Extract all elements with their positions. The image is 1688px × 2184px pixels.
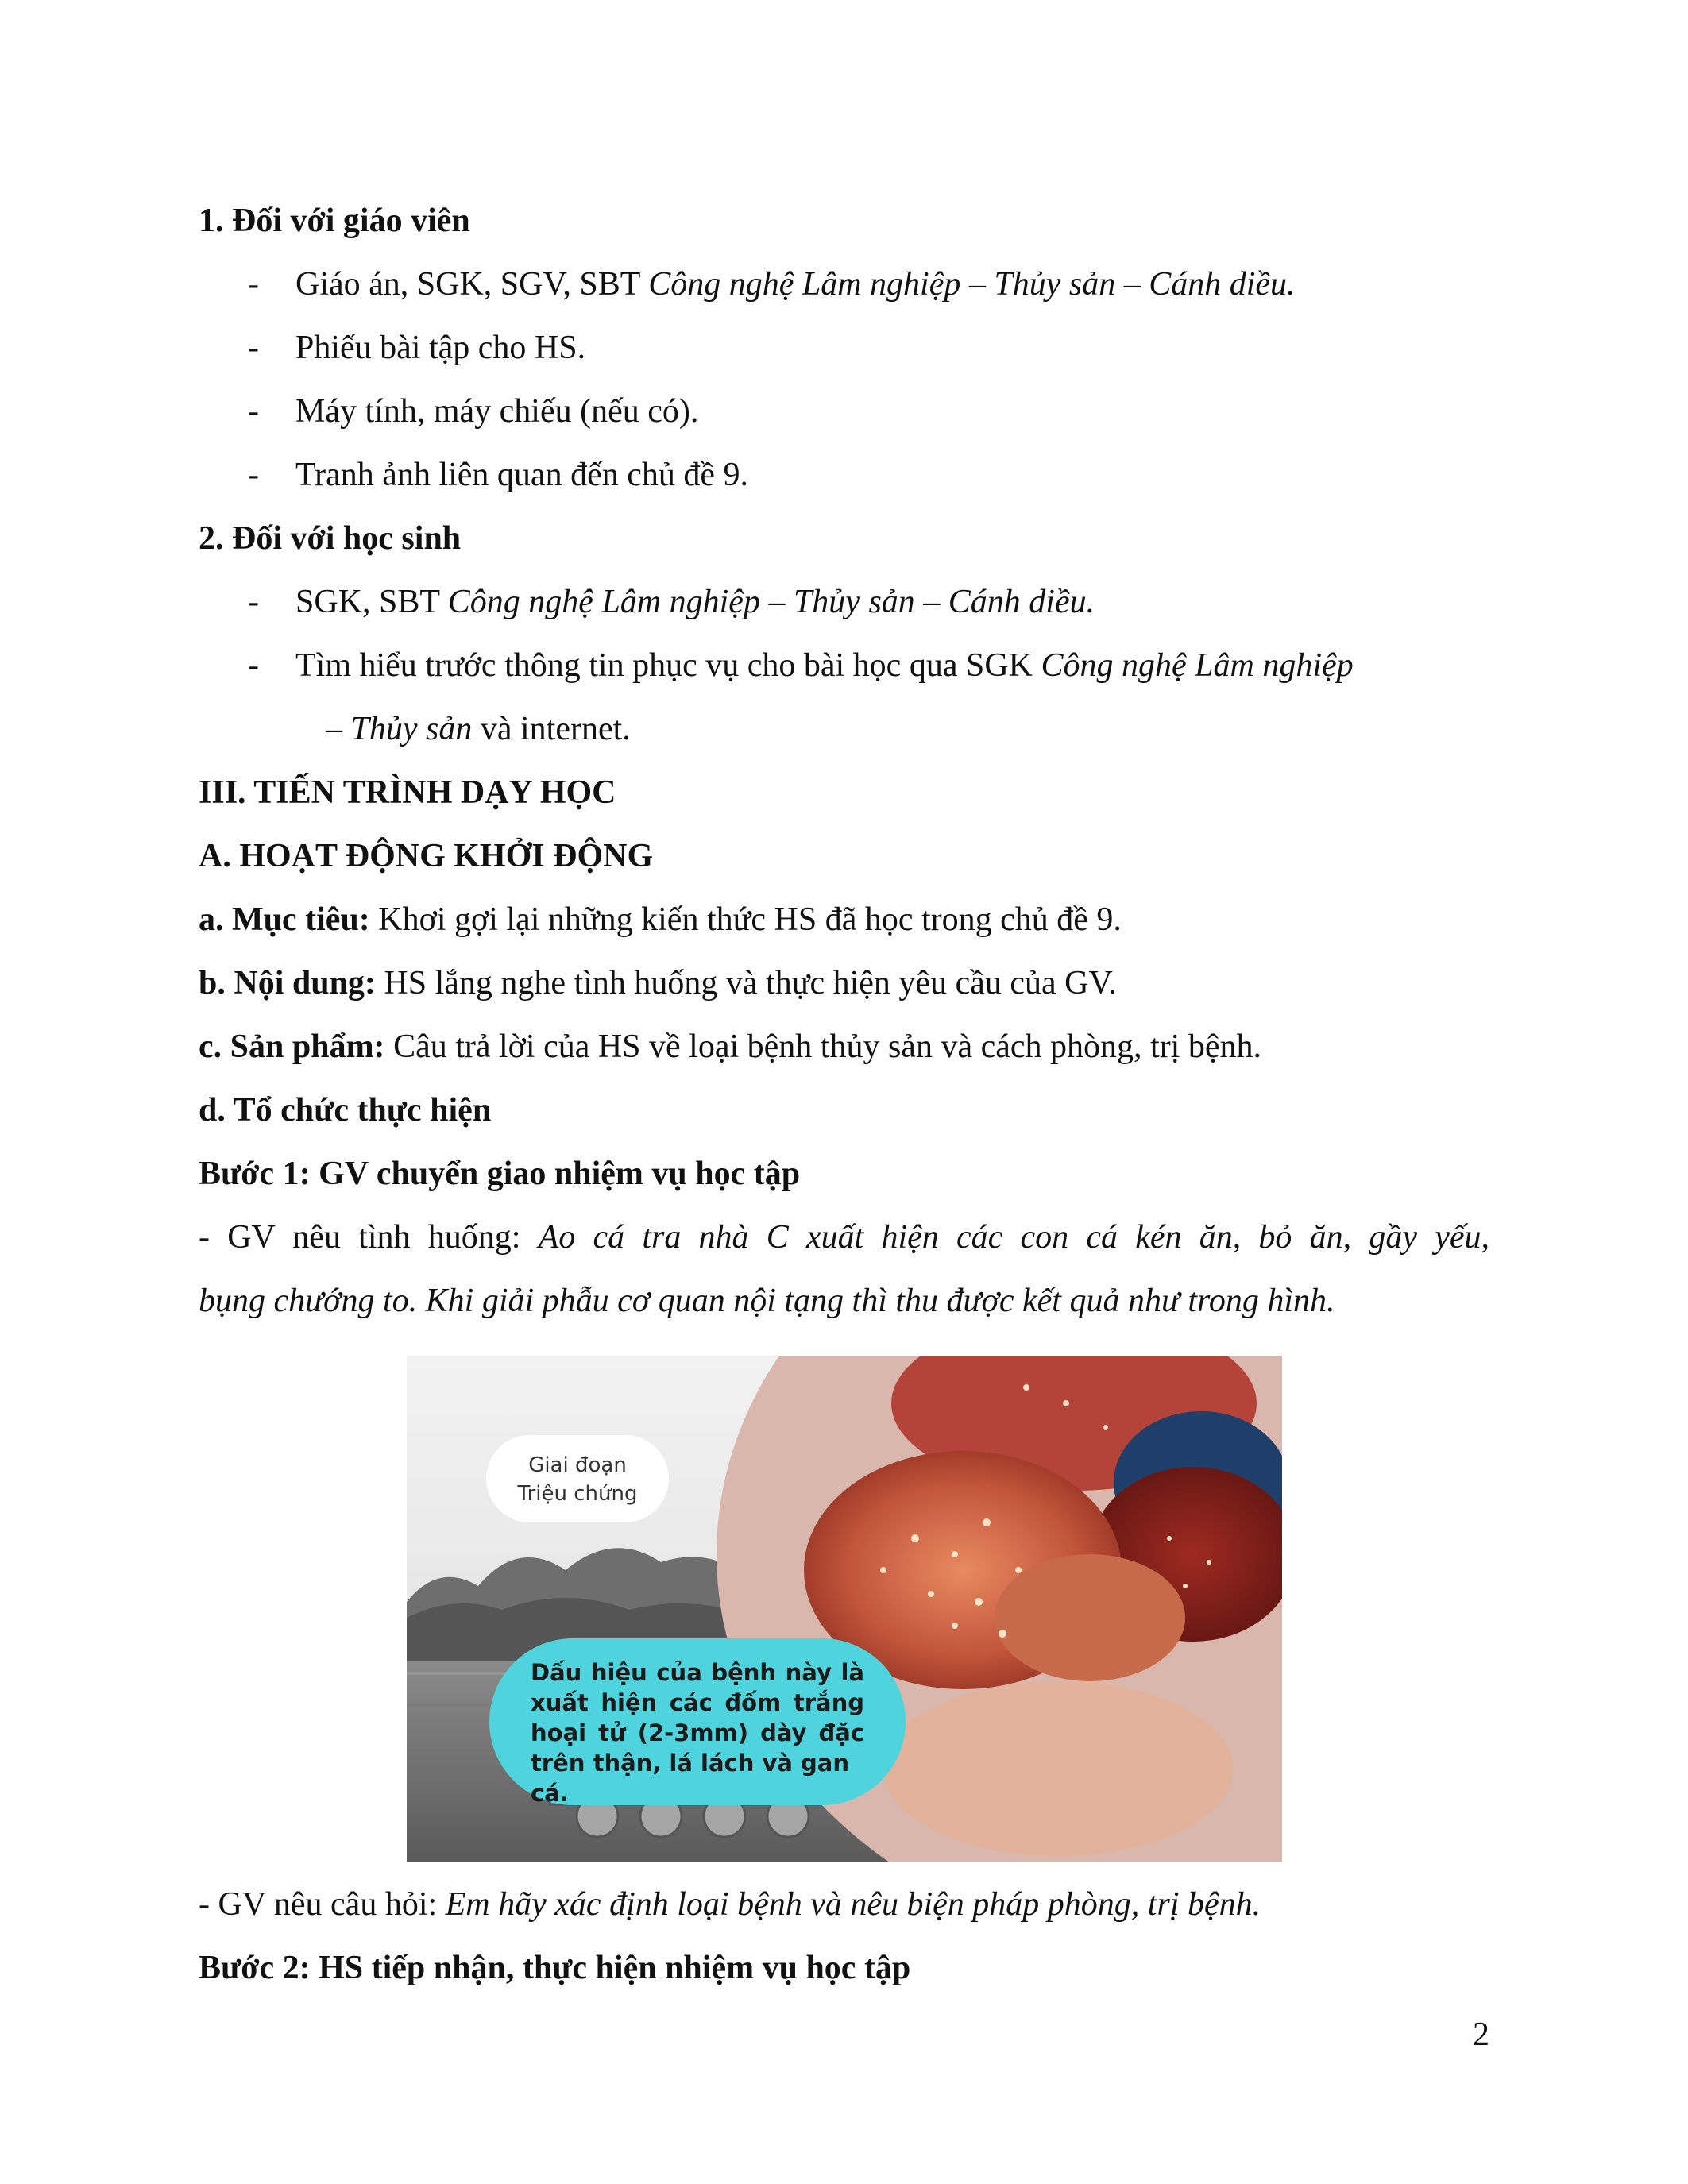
question-line [199, 1881, 1489, 1928]
bullet-dash: - [248, 393, 259, 430]
student-item-2-cont-text: và internet. [472, 711, 631, 747]
content-label: b. Nội dung: [199, 965, 376, 1001]
student-item-1-italic: Công nghệ Lâm nghiệp – Thủy sản – Cánh diều. [447, 584, 1095, 620]
stage-line-2: Triệu chứng [517, 1482, 638, 1506]
product-line [199, 1023, 1489, 1071]
student-item-2-cont [326, 705, 1489, 753]
goal-label: a. Mục tiêu: [199, 901, 370, 938]
student-item-2-italic: Công nghệ Lâm nghiệp [1041, 647, 1354, 684]
bullet-dash: - [248, 330, 259, 366]
teacher-item-3: Máy tính, máy chiếu (nếu có). [295, 393, 699, 430]
question-prefix: - GV nêu câu hỏi: [199, 1886, 446, 1923]
symptom-info-bubble [489, 1638, 906, 1805]
page-number: 2 [1473, 2016, 1489, 2053]
student-item-2-cont-italic: – Thủy sản [326, 711, 473, 747]
student-heading: 2. Đối với học sinh [199, 520, 462, 557]
stage-bubble [486, 1435, 669, 1522]
goal-line [199, 896, 1489, 943]
info-line-3: hoại tử (2-3mm) dày đặc [531, 1719, 864, 1746]
section-a-heading: A. HOẠT ĐỘNG KHỞI ĐỘNG [199, 838, 654, 874]
goal-text: Khơi gợi lại những kiến thức HS đã học trong chủ đề 9. [369, 901, 1122, 938]
content-line [199, 959, 1489, 1007]
situation-line-2: bụng chướng to. Khi giải phẫu cơ quan nội tạng thì thu được kết quả như trong hình. [199, 1283, 1335, 1319]
content-text: HS lắng nghe tình huống và thực hiện yêu cầu của GV. [375, 965, 1117, 1001]
situation-line-1 [199, 1214, 1489, 1261]
organize-heading: d. Tổ chức thực hiện [199, 1092, 492, 1129]
teacher-item-4: Tranh ảnh liên quan đến chủ đề 9. [295, 457, 748, 493]
info-line-4: trên thận, lá lách và gan cá. [531, 1750, 850, 1807]
bullet-dash: - [248, 457, 259, 493]
teacher-heading: 1. Đối với giáo viên [199, 203, 470, 239]
teacher-item-2: Phiếu bài tập cho HS. [295, 330, 586, 366]
bullet-dash: - [248, 584, 259, 620]
student-item-1-text: SGK, SBT [295, 584, 448, 620]
disease-figure [407, 1356, 1282, 1862]
teacher-item-1 [295, 260, 1489, 308]
student-item-1 [295, 578, 1489, 626]
situation-prefix: - GV nêu tình huống: [199, 1219, 539, 1256]
product-text: Câu trả lời của HS về loại bệnh thủy sản và cách phòng, trị bệnh. [384, 1028, 1261, 1065]
student-item-2-text: Tìm hiểu trước thông tin phục vụ cho bài học qua SGK [295, 647, 1041, 684]
product-label: c. Sản phẩm: [199, 1028, 385, 1065]
student-item-2 [295, 642, 1489, 689]
bullet-dash: - [248, 266, 259, 303]
step2-heading: Bước 2: HS tiếp nhận, thực hiện nhiệm vụ học tập [199, 1950, 911, 1986]
question-text: Em hãy xác định loại bệnh và nêu biện pháp phòng, trị bệnh. [445, 1886, 1261, 1923]
info-line-1: Dấu hiệu của bệnh này là [531, 1659, 864, 1686]
step1-heading: Bước 1: GV chuyển giao nhiệm vụ học tập [199, 1156, 801, 1192]
teacher-item-1-text: Giáo án, SGK, SGV, SBT [295, 266, 649, 303]
info-line-2: xuất hiện các đốm trắng [531, 1689, 864, 1716]
section-iii-heading: III. TIẾN TRÌNH DẠY HỌC [199, 774, 616, 811]
situation-text-1: Ao cá tra nhà C xuất hiện các con cá kén ăn, bỏ ăn, gầy yếu, [538, 1219, 1489, 1256]
teacher-item-1-italic: Công nghệ Lâm nghiệp – Thủy sản – Cánh diều. [648, 266, 1296, 303]
bullet-dash: - [248, 647, 259, 684]
stage-line-1: Giai đoạn [528, 1453, 627, 1477]
